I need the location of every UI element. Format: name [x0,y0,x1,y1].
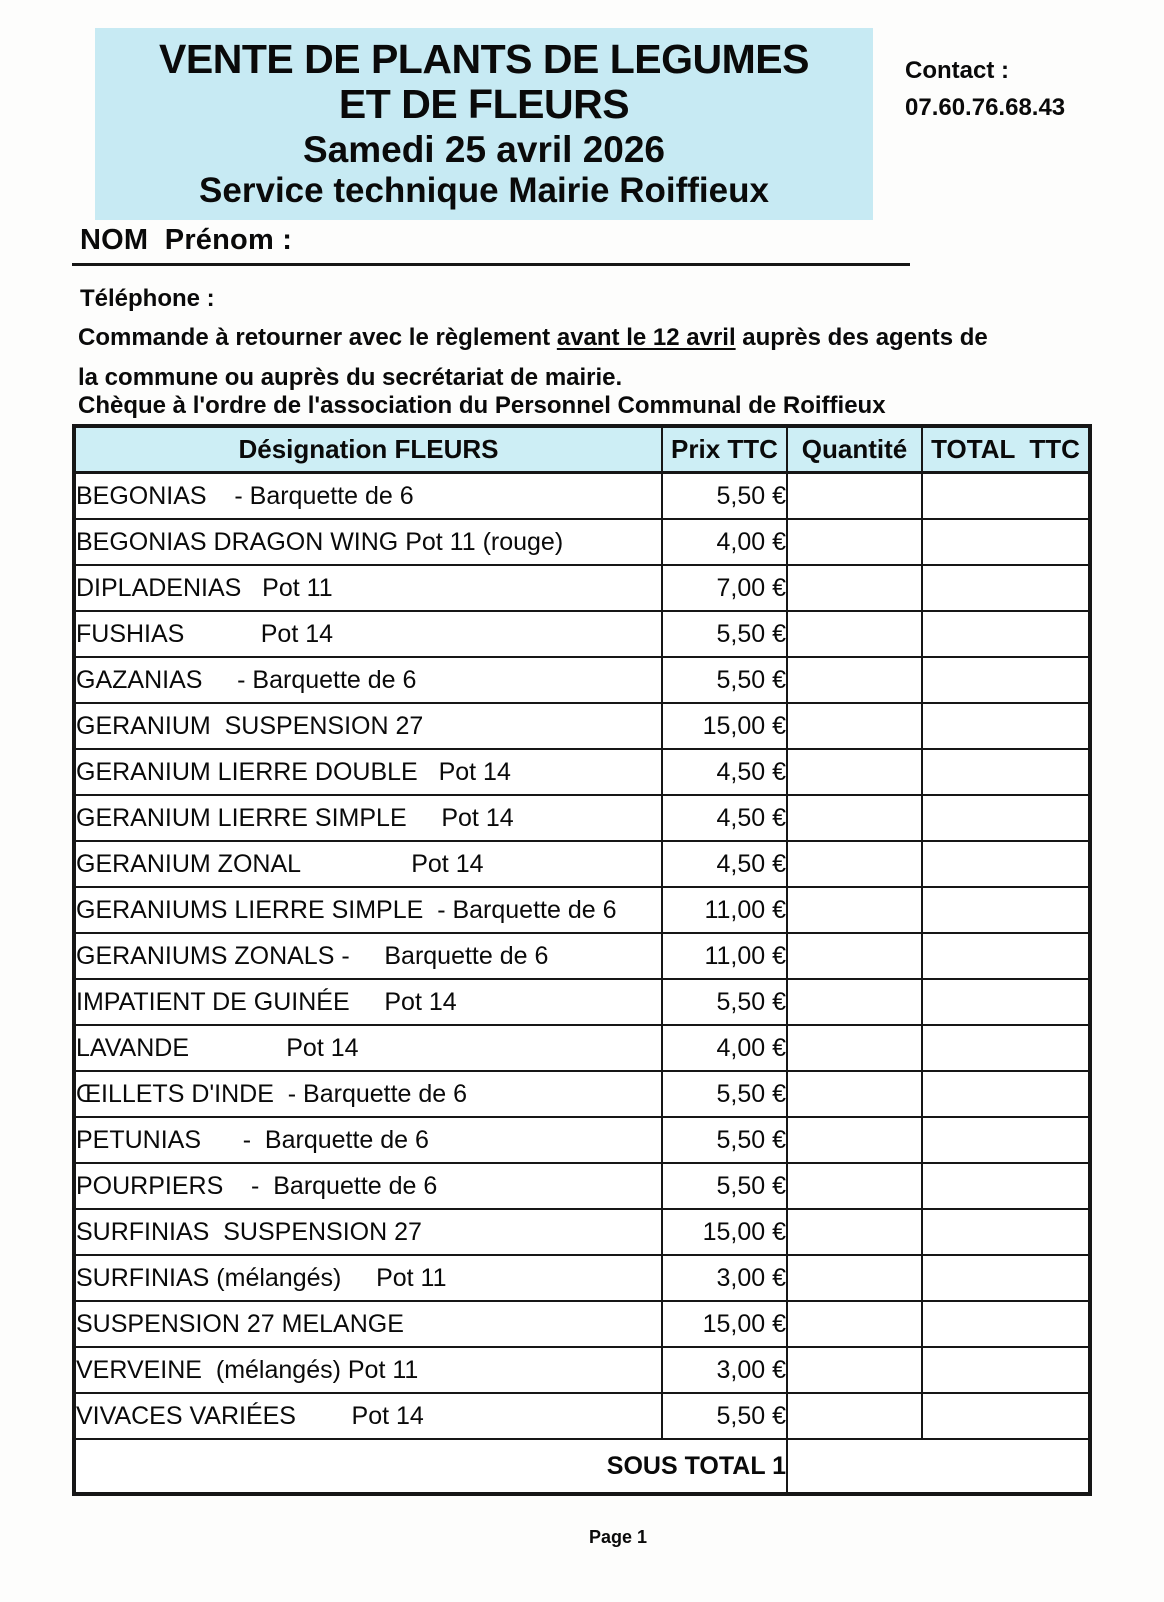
quantite-input-cell[interactable] [787,657,922,703]
quantite-input-cell[interactable] [787,795,922,841]
prix-ttc-cell: 4,50 € [662,749,787,795]
name-field-label: NOM Prénom : [80,224,293,256]
quantite-input-cell[interactable] [787,1255,922,1301]
prix-ttc-cell: 7,00 € [662,565,787,611]
table-row [74,887,1090,933]
designation-cell: GERANIUM SUSPENSION 27 [74,703,662,749]
contact-phone-number: 07.60.76.68.43 [905,94,1066,121]
name-input-line[interactable] [72,263,910,266]
designation-cell: FUSHIAS Pot 14 [74,611,662,657]
prix-ttc-cell: 15,00 € [662,1301,787,1347]
total-ttc-input-cell[interactable] [922,795,1090,841]
col-header-prix-ttc: Prix TTC [662,426,787,473]
designation-cell: GERANIUM LIERRE DOUBLE Pot 14 [74,749,662,795]
total-ttc-input-cell[interactable] [922,1071,1090,1117]
instructions-line1-part1: Commande à retourner avec le règlement [78,324,557,351]
total-ttc-input-cell[interactable] [922,933,1090,979]
subtotal-row [74,1439,1090,1494]
table-row [74,1255,1090,1301]
table-row [74,473,1090,520]
total-ttc-input-cell[interactable] [922,1347,1090,1393]
quantite-input-cell[interactable] [787,1025,922,1071]
table-row [74,979,1090,1025]
total-ttc-input-cell[interactable] [922,841,1090,887]
total-ttc-input-cell[interactable] [922,703,1090,749]
table-header-row [74,426,1090,473]
quantite-input-cell[interactable] [787,841,922,887]
designation-cell: IMPATIENT DE GUINÉE Pot 14 [74,979,662,1025]
quantite-input-cell[interactable] [787,1301,922,1347]
designation-cell: SURFINIAS SUSPENSION 27 [74,1209,662,1255]
designation-cell: GERANIUMS LIERRE SIMPLE - Barquette de 6 [74,887,662,933]
col-header-total-ttc: TOTAL TTC [922,426,1090,473]
prix-ttc-cell: 4,00 € [662,519,787,565]
prix-ttc-cell: 5,50 € [662,979,787,1025]
total-ttc-input-cell[interactable] [922,1163,1090,1209]
total-ttc-input-cell[interactable] [922,1255,1090,1301]
flowers-order-table [72,424,1092,1496]
quantite-input-cell[interactable] [787,519,922,565]
designation-cell: GERANIUM LIERRE SIMPLE Pot 14 [74,795,662,841]
designation-cell: PETUNIAS - Barquette de 6 [74,1117,662,1163]
quantite-input-cell[interactable] [787,1117,922,1163]
instructions-line3: Chèque à l'ordre de l'association du Personnel Communal de Roiffieux [78,392,886,419]
total-ttc-input-cell[interactable] [922,565,1090,611]
col-header-designation: Désignation FLEURS [74,426,662,473]
prix-ttc-cell: 5,50 € [662,1117,787,1163]
subtotal-label: SOUS TOTAL 1 [74,1439,787,1494]
table-row [74,1025,1090,1071]
prix-ttc-cell: 15,00 € [662,703,787,749]
designation-cell: VERVEINE (mélangés) Pot 11 [74,1347,662,1393]
deadline-underlined-text: avant le 12 avril [556,324,736,351]
table-body [74,473,1090,1440]
prix-ttc-cell: 11,00 € [662,933,787,979]
prix-ttc-cell: 11,00 € [662,887,787,933]
form-title-line2: ET DE FLEURS [338,81,630,127]
event-date: Samedi 25 avril 2026 [302,129,666,170]
designation-cell: DIPLADENIAS Pot 11 [74,565,662,611]
quantite-input-cell[interactable] [787,1209,922,1255]
designation-cell: LAVANDE Pot 14 [74,1025,662,1071]
prix-ttc-cell: 4,00 € [662,1025,787,1071]
form-title-line1: VENTE DE PLANTS DE LEGUMES [159,36,809,82]
prix-ttc-cell: 4,50 € [662,795,787,841]
table-row [74,841,1090,887]
table-row [74,1347,1090,1393]
total-ttc-input-cell[interactable] [922,749,1090,795]
total-ttc-input-cell[interactable] [922,1025,1090,1071]
total-ttc-input-cell[interactable] [922,887,1090,933]
designation-cell: GERANIUMS ZONALS - Barquette de 6 [74,933,662,979]
prix-ttc-cell: 5,50 € [662,1071,787,1117]
prix-ttc-cell: 5,50 € [662,473,787,520]
total-ttc-input-cell[interactable] [922,1393,1090,1439]
designation-cell: ŒILLETS D'INDE - Barquette de 6 [74,1071,662,1117]
phone-field-label: Téléphone : [80,285,215,312]
designation-cell: VIVACES VARIÉES Pot 14 [74,1393,662,1439]
quantite-input-cell[interactable] [787,611,922,657]
designation-cell: SURFINIAS (mélangés) Pot 11 [74,1255,662,1301]
table-row [74,1071,1090,1117]
designation-cell: BEGONIAS DRAGON WING Pot 11 (rouge) [74,519,662,565]
quantite-input-cell[interactable] [787,979,922,1025]
total-ttc-input-cell[interactable] [922,657,1090,703]
table-row [74,657,1090,703]
prix-ttc-cell: 4,50 € [662,841,787,887]
total-ttc-input-cell[interactable] [922,1301,1090,1347]
quantite-input-cell[interactable] [787,887,922,933]
quantite-input-cell[interactable] [787,703,922,749]
designation-cell: BEGONIAS - Barquette de 6 [74,473,662,520]
total-ttc-input-cell[interactable] [922,1209,1090,1255]
designation-cell: SUSPENSION 27 MELANGE [74,1301,662,1347]
table-row [74,519,1090,565]
prix-ttc-cell: 5,50 € [662,1163,787,1209]
quantite-input-cell[interactable] [787,1071,922,1117]
quantite-input-cell[interactable] [787,1163,922,1209]
designation-cell: GAZANIAS - Barquette de 6 [74,657,662,703]
prix-ttc-cell: 5,50 € [662,1393,787,1439]
col-header-quantite: Quantité [787,426,922,473]
table-row [74,611,1090,657]
quantite-input-cell[interactable] [787,749,922,795]
table-row [74,1117,1090,1163]
prix-ttc-cell: 3,00 € [662,1255,787,1301]
prix-ttc-cell: 5,50 € [662,611,787,657]
designation-cell: GERANIUM ZONAL Pot 14 [74,841,662,887]
total-ttc-input-cell[interactable] [922,611,1090,657]
table-row [74,1301,1090,1347]
total-ttc-input-cell[interactable] [922,1117,1090,1163]
prix-ttc-cell: 15,00 € [662,1209,787,1255]
total-ttc-input-cell[interactable] [922,979,1090,1025]
instructions-line1 [78,324,988,352]
total-ttc-input-cell[interactable] [922,519,1090,565]
subtotal-value-cell[interactable] [787,1439,1090,1494]
table-row [74,1393,1090,1439]
quantite-input-cell[interactable] [787,473,922,520]
page-number: Page 1 [588,1527,648,1547]
total-ttc-input-cell[interactable] [922,473,1090,520]
instructions-line2: la commune ou auprès du secrétariat de mairie. [78,364,623,391]
quantite-input-cell[interactable] [787,1393,922,1439]
table-row [74,1163,1090,1209]
table-row [74,703,1090,749]
contact-label: Contact : [905,57,1009,84]
contact-block [905,52,1065,126]
instructions-line1-part2: auprès des agents de [735,324,988,351]
table-row [74,749,1090,795]
prix-ttc-cell: 5,50 € [662,657,787,703]
table-row [74,565,1090,611]
prix-ttc-cell: 3,00 € [662,1347,787,1393]
title-banner [95,28,873,220]
quantite-input-cell[interactable] [787,1347,922,1393]
table-row [74,795,1090,841]
table-row [74,933,1090,979]
designation-cell: POURPIERS - Barquette de 6 [74,1163,662,1209]
table-row [74,1209,1090,1255]
organizer-line: Service technique Mairie Roiffieux [199,171,769,210]
quantite-input-cell[interactable] [787,565,922,611]
quantite-input-cell[interactable] [787,933,922,979]
